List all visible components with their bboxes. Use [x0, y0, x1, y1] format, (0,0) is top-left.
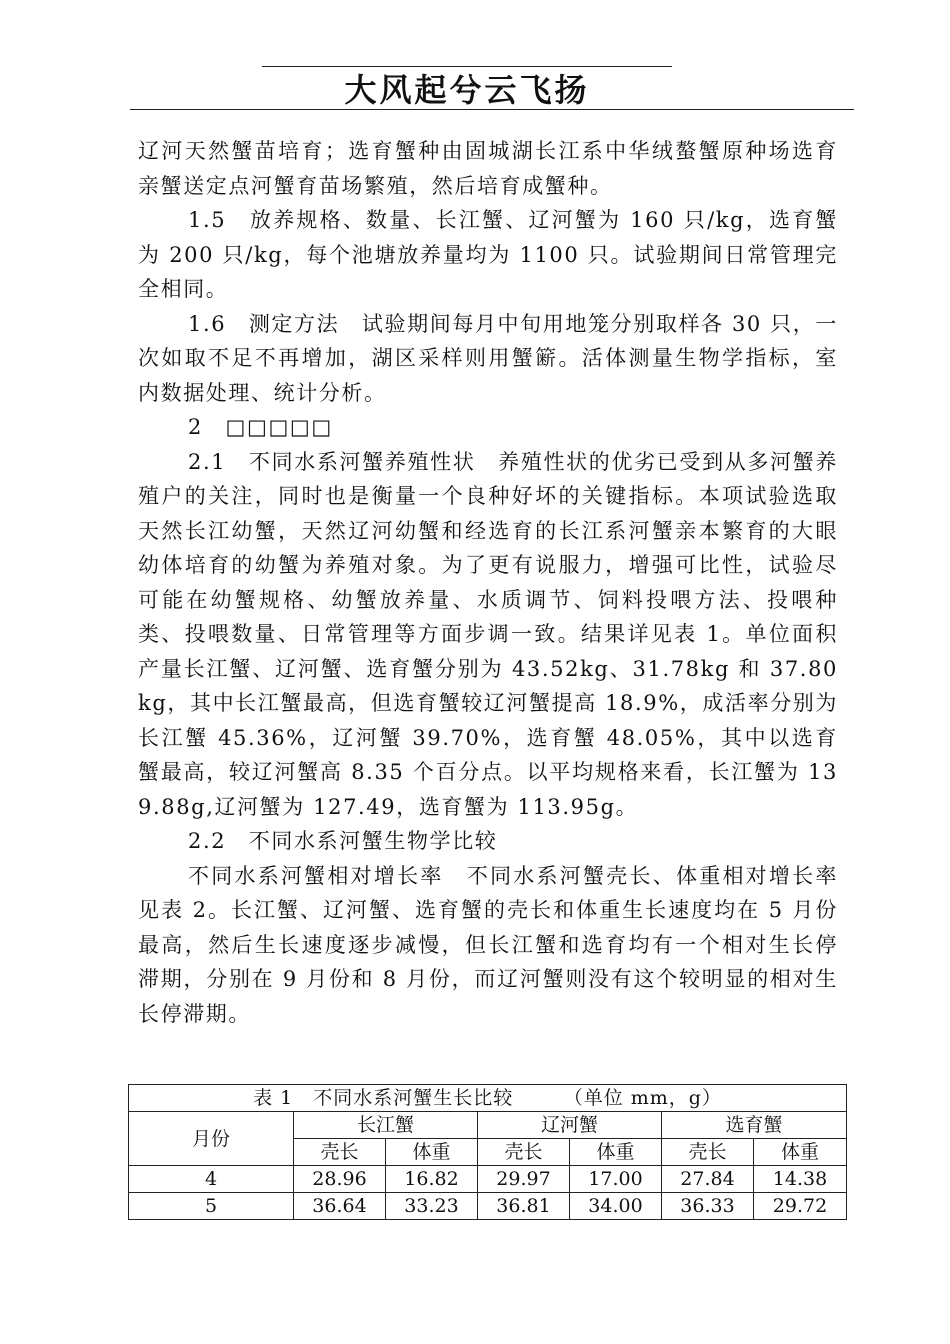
- table-group-header: 选育蟹: [662, 1112, 847, 1139]
- table-cell: 36.64: [294, 1193, 386, 1220]
- table-month-header: 月份: [129, 1112, 294, 1166]
- section-heading: 2 □□□□□: [188, 415, 333, 439]
- paragraph: 1.5 放养规格、数量、长江蟹、辽河蟹为 160 只/kg，选育蟹为 200 只/kg，每个池塘放养量均为 1100 只。试验期间日常管理完全相同。: [138, 208, 838, 301]
- table-subheader: 壳长: [294, 1139, 386, 1166]
- table-cell: 17.00: [570, 1166, 662, 1193]
- growth-comparison-table: [128, 1084, 847, 1220]
- table-subheader: 体重: [386, 1139, 478, 1166]
- table-cell: 16.82: [386, 1166, 478, 1193]
- table-cell: 36.33: [662, 1193, 754, 1220]
- header-top-rule: [262, 66, 672, 67]
- table-subheader: 体重: [754, 1139, 847, 1166]
- table-cell: 36.81: [478, 1193, 570, 1220]
- table-cell: 29.72: [754, 1193, 847, 1220]
- body-text: [138, 134, 838, 1031]
- table-row: [129, 1193, 847, 1220]
- table-cell: 28.96: [294, 1166, 386, 1193]
- table-group-header: 长江蟹: [294, 1112, 478, 1139]
- table-group-header: 辽河蟹: [478, 1112, 662, 1139]
- table-row: [129, 1166, 847, 1193]
- table-subheader: 壳长: [478, 1139, 570, 1166]
- paragraph: 不同水系河蟹相对增长率 不同水系河蟹壳长、体重相对增长率见表 2。长江蟹、辽河蟹、选育蟹的壳长和体重生长速度均在 5 月份最高，然后生长速度逐步减慢，但长江蟹和选育均有一个相对生长停滞期，分别在 9 月份和 8 月份，而辽河蟹则没有这个较明显的相对生长停滞期。: [138, 863, 838, 1026]
- subsection-heading: 2.2 不同水系河蟹生物学比较: [188, 829, 498, 853]
- paragraph: 辽河天然蟹苗培育；选育蟹种由固城湖长江系中华绒螯蟹原种场选育亲蟹送定点河蟹育苗场繁殖，然后培育成蟹种。: [138, 139, 838, 198]
- paragraph: 1.6 测定方法 试验期间每月中旬用地笼分别取样各 30 只，一次如取不足不再增加，湖区采样则用蟹簖。活体测量生物学指标，室内数据处理、统计分析。: [138, 311, 838, 405]
- table-cell: 27.84: [662, 1166, 754, 1193]
- table-cell: 14.38: [754, 1166, 847, 1193]
- paragraph: 2.1 不同水系河蟹养殖性状 养殖性状的优劣已受到从多河蟹养殖户的关注，同时也是衡量一个良种好坏的关键指标。本项试验选取天然长江幼蟹，天然辽河幼蟹和经选育的长江系河蟹亲本繁育的大眼幼体培育的幼蟹为养殖对象。为了更有说服力，增强可比性，试验尽可能在幼蟹规格、幼蟹放养量、水质调节、饲料投喂方法、投喂种类、投喂数量、日常管理等方面步调一致。结果详见表 1。单位面积产量长江蟹、辽河蟹、选育蟹分别为 43.52kg、31.78kg 和 37.80kg，其中长江蟹最高，但选育蟹较辽河蟹提高 18.9%，成活率分别为长江蟹 45.36%，辽河蟹 39.70%，选育蟹 48.05%，其中以选育蟹最高，较辽河蟹高 8.35 个百分点。以平均规格来看，长江蟹为 139.88g,辽河蟹为 127.49，选育蟹为 113.95g。: [138, 449, 838, 819]
- table-cell: 33.23: [386, 1193, 478, 1220]
- page-header-title: 大风起兮云飞扬: [344, 71, 590, 109]
- table-subheader: 壳长: [662, 1139, 754, 1166]
- table-cell: 5: [129, 1193, 294, 1220]
- table-subheader: 体重: [570, 1139, 662, 1166]
- table-cell: 29.97: [478, 1166, 570, 1193]
- table-cell: 34.00: [570, 1193, 662, 1220]
- header-bottom-rule: [130, 109, 854, 110]
- table-caption: 表 1 不同水系河蟹生长比较 （单位 mm，g）: [129, 1085, 847, 1112]
- table-cell: 4: [129, 1166, 294, 1193]
